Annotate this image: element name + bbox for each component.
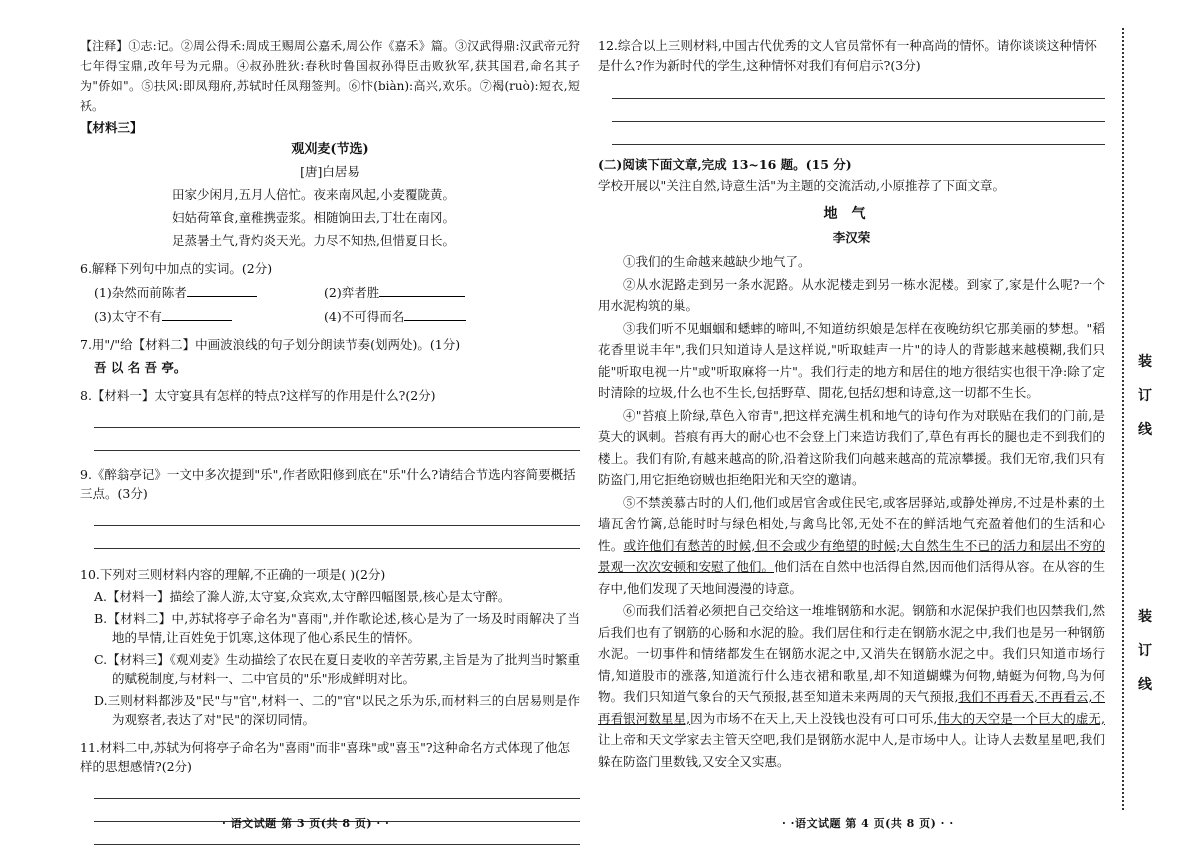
article-paragraph-6: [598, 600, 1105, 772]
question-9: 9.《醉翁亭记》一文中多次提到"乐",作者欧阳修到底在"乐"什么?请结合节选内容简要概括三点。(3分): [80, 467, 576, 501]
p5-text-b: 他们活在自然中也活得自然,因而他们活得从容。在从容的生存中,他们发现了天地间漫漫的诗意。: [598, 559, 1105, 596]
page-footer-left: · 语文试题 第 3 页(共 8 页) · ·: [222, 817, 390, 830]
poem-title: 观刈麦(节选): [291, 142, 369, 157]
p6-underlined-text-1: 我们不再看天,不再看云,不再看银河数星星,: [598, 689, 1105, 726]
p6-text-c: 让上帝和天文学家去主管天空吧,我们是钢筋水泥中人,是市场中人。让诗人去数星星吧,我们躲在防盗门里数钱,又安全又实惠。: [598, 732, 1105, 769]
binding-label-lower: 装订线: [1138, 609, 1152, 693]
answer-line[interactable]: [94, 776, 580, 799]
q6-item-3: [94, 307, 324, 326]
question-7: 7.用"/"给【材料二】中画波浪线的句子划分朗读节奏(划两处)。(1分): [80, 337, 461, 352]
q6-item-1: [94, 283, 324, 302]
answer-blank[interactable]: [404, 307, 466, 321]
answer-line[interactable]: [612, 76, 1105, 99]
binding-label-upper: 装订线: [1138, 354, 1152, 438]
p5-underlined-text: 或许他们有愁苦的时候,但不会或少有绝望的时候;大自然生生不已的活力和层出不穷的景观一次次安顿和安慰了他们。: [598, 537, 1105, 574]
answer-line[interactable]: [94, 526, 580, 549]
question-8: 8.【材料一】太守宴具有怎样的特点?这样写的作用是什么?(2分): [80, 388, 436, 403]
article-author: 李汉荣: [832, 230, 871, 245]
answer-line[interactable]: [94, 405, 580, 428]
q6-item-text: (1)杂然而前陈者: [94, 285, 187, 300]
poem-author: [唐]白居易: [300, 164, 360, 179]
article-paragraph-5: [598, 492, 1105, 600]
article-paragraph-1: ①我们的生命越来越缺少地气了。: [623, 254, 811, 269]
q6-item-4: [324, 307, 554, 326]
question-11: 11.材料二中,苏轼为何将亭子命名为"喜雨"而非"喜珠"或"喜玉"?这种命名方式体现了他怎样的思想感情?(2分): [80, 740, 571, 774]
article-title: 地气: [823, 206, 880, 222]
poem-line: 妇姑荷箪食,童稚携壶浆。相随饷田去,丁壮在南冈。: [172, 210, 455, 225]
section-two-intro: 学校开展以"关注自然,诗意生活"为主题的交流活动,小原推荐了下面文章。: [598, 178, 1005, 193]
material-three-label: 【材料三】: [80, 120, 143, 135]
page-footer-right: · ·语文试题 第 4 页(共 8 页) · ·: [782, 817, 954, 830]
poem-body: [80, 185, 580, 250]
answer-blank[interactable]: [187, 283, 257, 297]
q10-option-b[interactable]: B.【材料二】中,苏轼将亭子命名为"喜雨",并作歌论述,核心是为了一场及时雨解决了当地的旱情,让百姓免于饥寒,这体现了他心系民生的情怀。: [94, 611, 580, 645]
section-two-heading: (二)阅读下面文章,完成 13~16 题。(15 分): [598, 157, 852, 172]
q10-option-a[interactable]: A.【材料一】描绘了滁人游,太守宴,众宾欢,太守醉四幅图景,核心是太守醉。: [94, 589, 511, 604]
q7-sentence: 吾 以 名 吾 亭。: [94, 360, 187, 375]
answer-blank[interactable]: [162, 307, 232, 321]
p6-text-a: ⑥而我们活着必须把自己交给这一堆堆钢筋和水泥。钢筋和水泥保护我们也囚禁我们,然后我们也有了钢筋的心肠和水泥的脸。我们居住和行走在钢筋水泥之中,我们也是另一种钢筋水泥。一切事件和情绪都发生在钢筋水泥之中,又消失在钢筋水泥之中。我们只知道市场行情,知道股市的涨落,知道流行什么违衣裙和歌星,却不知道蝴蝶为何物,蜻蜓为何物,鸟为何物。我们只知道气象台的天气预报,甚至知道未来两周的天气预报,: [598, 603, 1105, 704]
left-page: [80, 36, 580, 845]
article-paragraph-4: ④"苔痕上阶绿,草色入帘青",把这样充满生机和地气的诗句作为对联贴在我们的门前,是莫大的讽刺。苔痕有再大的耐心也不会登上门来造访我们了,草色有再长的腿也走不到我们的楼上。我们有阶,有越来越高的阶,沿着这阶我们向越来越高的荒凉攀援。我们无帘,我们只有防盗门,用它拒绝窃贼也拒绝阳光和天空的邀请。: [598, 407, 1105, 487]
q6-item-text: (4)不可得而名: [324, 309, 405, 324]
p5-text-a: ⑤不禁羡慕古时的人们,他们或居官舍或住民宅,或客居驿站,或静处禅房,不过是朴素的土墙瓦舍竹篱,总能时时与绿色相处,与禽鸟比邻,无处不在的鲜活地气充盈着他们的生活和心性。: [598, 494, 1105, 553]
answer-line[interactable]: [94, 428, 580, 451]
answer-line[interactable]: [612, 99, 1105, 122]
question-10-options: [94, 587, 580, 729]
q10-option-c[interactable]: C.【材料三】《观刈麦》生动描绘了农民在夏日麦收的辛苦劳累,主旨是为了批判当时繁重的赋税制度,与材料一、二中官员的"乐"形成鲜明对比。: [94, 652, 580, 686]
question-6-items: [94, 283, 580, 326]
question-6: 6.解释下列句中加点的实词。(2分): [80, 261, 273, 276]
article-paragraph-3: ③我们听不见蝈蝈和蟋蟀的啼叫,不知道纺织娘是怎样在夜晚纺织它那美丽的梦想。"稻花香里说丰年",我们只知道诗人是这样说,"听取蛙声一片"的诗人的背影越来越模糊,我们只能"听取电视一片"或"听取麻将一片"。我们行走的地方和居住的地方很结实也很干净:除了定时清除的垃圾,什么也不生长,包括野草、閒花,包括幻想和诗意,这一切都不生长。: [598, 320, 1105, 400]
answer-line[interactable]: [612, 122, 1105, 145]
q6-item-text: (3)太守不有: [94, 309, 162, 324]
article-paragraph-2: ②从水泥路走到另一条水泥路。从水泥楼走到另一栋水泥楼。到家了,家是什么呢?一个用水泥构筑的巢。: [598, 276, 1105, 313]
answer-blank[interactable]: [379, 283, 465, 297]
p6-underlined-text-2: 伟大的天空是一个巨大的虚无,: [937, 710, 1105, 726]
right-page: [598, 36, 1105, 772]
poem-line: 足蒸暑土气,背灼炎天光。力尽不知热,但惜夏日长。: [172, 233, 455, 248]
poem-line: 田家少闲月,五月人倍忙。夜来南风起,小麦覆陇黄。: [172, 187, 455, 202]
binding-dotted-line: [1122, 28, 1124, 810]
question-12: 12.综合以上三则材料,中国古代优秀的文人官员常怀有一种高尚的情怀。请你谈谈这种情怀是什么?作为新时代的学生,这种情怀对我们有何启示?(3分): [598, 38, 1097, 73]
p6-text-b: 因为市场不在天上,天上没钱也没有可口可乐,: [690, 710, 938, 726]
answer-line[interactable]: [94, 503, 580, 526]
annotation-notes: 【注释】①志:记。②周公得禾:周成王赐周公嘉禾,周公作《嘉禾》篇。③汉武得鼎:汉武帝元狩七年得宝鼎,改年号为元鼎。④叔孙胜狄:春秋时鲁国叔孙得臣击败狄军,获其国君,命名其子为"侨如"。⑤扶风:即凤翔府,苏轼时任凤翔签判。⑥忭(biàn):高兴,欢乐。⑦褐(ruò):短衣,短袄。: [80, 39, 580, 113]
question-10: 10.下列对三则材料内容的理解,不正确的一项是( )(2分): [80, 567, 386, 582]
q6-item-2: [324, 283, 554, 302]
q6-item-text: (2)弈者胜: [324, 285, 380, 300]
q10-option-d[interactable]: D.三则材料都涉及"民"与"官",材料一、二的"官"以民之乐为乐,而材料三的白居易则是作为观察者,表达了对"民"的深切同情。: [94, 693, 580, 727]
